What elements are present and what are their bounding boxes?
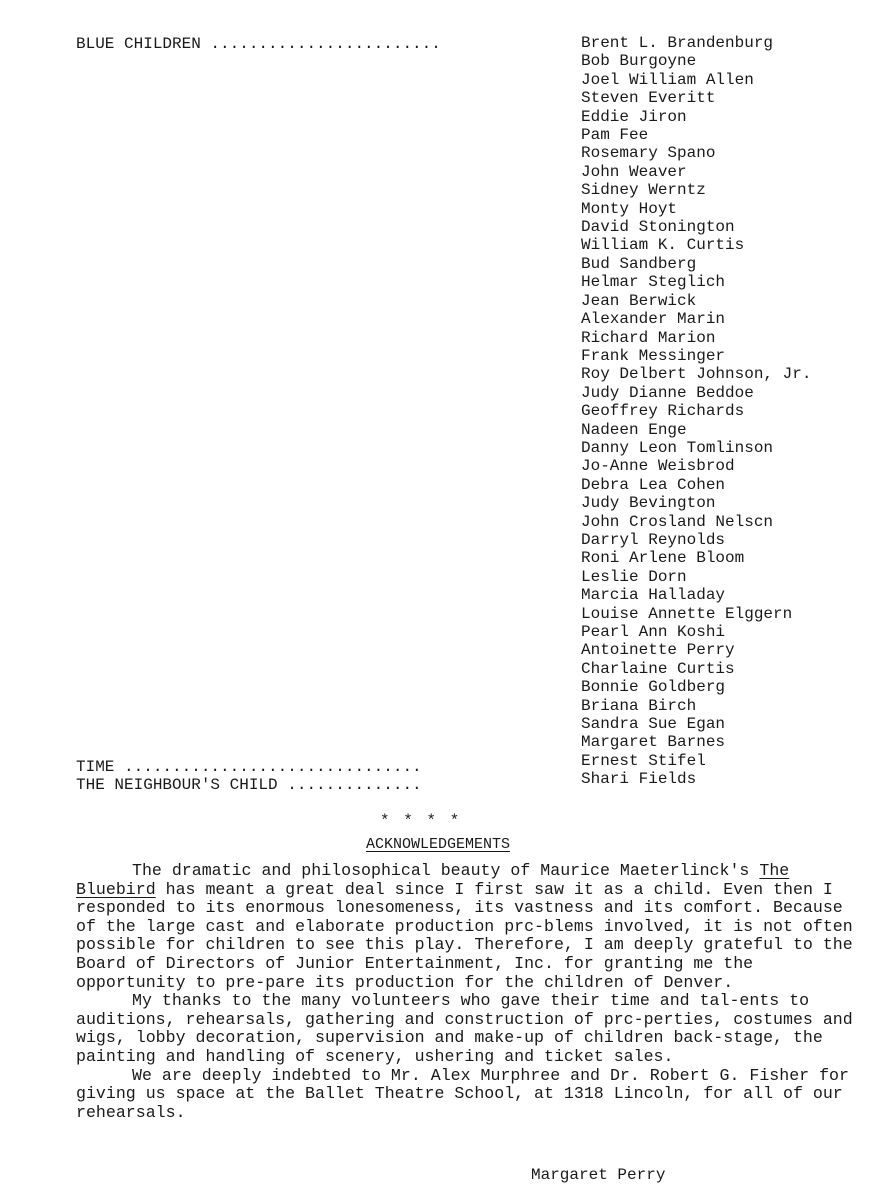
acknowledgements-heading [0,836,876,854]
cast-name: Darryl Reynolds [581,530,726,549]
blue-children-cast-list [581,34,811,789]
cast-name: Pam Fee [581,126,649,145]
paragraph-1 [76,862,856,992]
cast-name: Antoinette Perry [581,641,735,660]
cast-name: Roni Arlene Bloom [581,549,745,568]
cast-name: Judy Bevington [581,494,716,513]
cast-name: Sidney Werntz [581,181,706,200]
cast-name: Bud Sandberg [581,254,697,273]
role-blue-children: BLUE CHILDREN ........................ [76,35,441,53]
paragraph-2: My thanks to the many volunteers who gave their time and tal-ents to auditions, rehearsals, gathering and construction of prc-perties, costumes and wigs, lobby decoration, supervision and make-up of children back-stage, the painting and handling of scenery, ushering and ticket sales. [76,991,853,1066]
cast-name: Richard Marion [581,328,716,347]
paragraph-3: We are deeply indebted to Mr. Alex Murphree and Dr. Robert G. Fisher for giving us space at the Ballet Theatre School, at 1318 Lincoln, for all of our rehearsals. [76,1065,849,1122]
cast-name: Jo-Anne Weisbrod [581,457,735,476]
role-time: TIME ............................... [76,758,422,776]
cast-name: Alexander Marin [581,310,726,329]
cast-name: Roy Delbert Johnson, Jr. [581,365,812,384]
cast-name: David Stonington [581,218,735,237]
cast-name: Nadeen Enge [581,420,687,439]
cast-name: Briana Birch [581,696,697,715]
cast-name: Eddie Jiron [581,107,687,126]
acknowledgements-heading-text: ACKNOWLEDGEMENTS [365,836,511,853]
cast-name: Sandra Sue Egan [581,715,726,734]
cast-name: John Weaver [581,162,687,181]
signature: Margaret Perry [531,1166,666,1184]
cast-name: Frank Messinger [581,346,726,365]
cast-name: Debra Lea Cohen [581,475,726,494]
cast-name: Steven Everitt [581,89,716,108]
acknowledgements-body [76,862,856,1122]
cast-name: Jean Berwick [581,291,697,310]
cast-name: Rosemary Spano [581,144,716,163]
cast-name: Geoffrey Richards [581,402,745,421]
section-separator: * * * * [380,812,462,830]
cast-name: Brent L. Brandenburg [581,34,774,52]
cast-name-neighbour: Shari Fields [581,770,697,789]
cast-name: Judy Dianne Beddoe [581,383,754,402]
paragraph-1-rest: has meant a great deal since I first saw it as a child. Even then I responded to its enormous lonesomeness, its vastness and its comfort. Because of the large cast and elaborate production prc-blems involved, it is not often possible for children to see this play. Therefore, I am deeply grateful to the Board of Directors of Junior Entertainment, Inc. for granting me the opportunity to pre-pare its production for the children of Denver. [76,879,853,992]
cast-name-time: Ernest Stifel [581,751,706,770]
cast-name: Monty Hoyt [581,199,678,218]
play-title: The Bluebird [76,861,790,899]
cast-name: Helmar Steglich [581,273,726,292]
cast-name: Bonnie Goldberg [581,678,726,697]
cast-name: Bob Burgoyne [581,52,697,71]
role-neighbours-child: THE NEIGHBOUR'S CHILD .............. [76,776,422,794]
cast-name: Margaret Barnes [581,733,726,752]
paragraph-1-lead: The dramatic and philosophical beauty of Maurice Maeterlinck's [132,861,750,880]
cast-name: Joel William Allen [581,70,754,89]
cast-name: Danny Leon Tomlinson [581,438,774,457]
cast-name: Marcia Halladay [581,586,726,605]
cast-name: Louise Annette Elggern [581,604,793,623]
cast-name: William K. Curtis [581,236,745,255]
cast-name: John Crosland Nelscn [581,512,774,531]
cast-name: Leslie Dorn [581,567,687,586]
cast-name: Pearl Ann Koshi [581,623,726,641]
cast-name: Charlaine Curtis [581,659,735,678]
